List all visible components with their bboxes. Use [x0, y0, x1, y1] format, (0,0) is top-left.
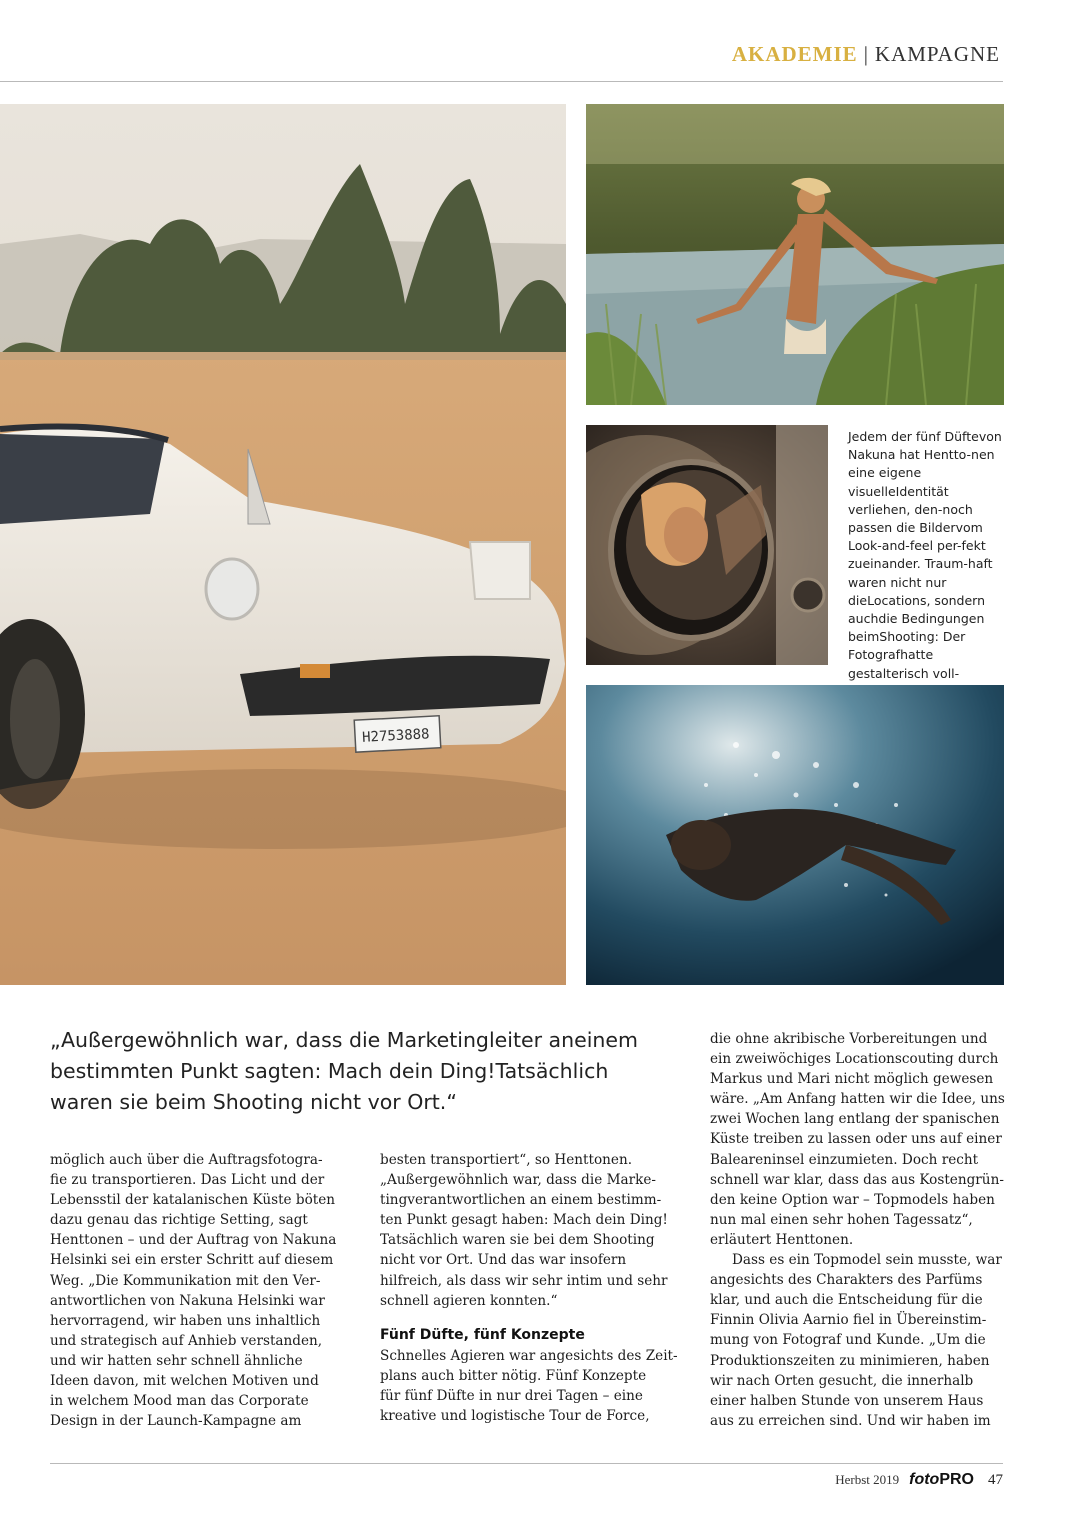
caption-line: Shooting: Der Fotograf [848, 629, 966, 663]
caption-line: fekt zueinander. Traum- [848, 538, 986, 572]
caption-line: nen eine eigene visuelle [848, 447, 995, 499]
photo-underwater-dive [586, 685, 1004, 985]
body-text-line: Henttonen – und der Auftrag von Nakuna [50, 1232, 337, 1249]
body-text-line: nun mal einen sehr hohen Tagessatz“, [710, 1211, 973, 1228]
caption-line: die Bedingungen beim [848, 611, 985, 645]
pull-quote-line: Tatsächlich waren sie beim Shooting nicht vor Ort.“ [50, 1059, 609, 1114]
body-text-line: Finnin Olivia Aarnio fiel in Übereinstim- [710, 1312, 987, 1329]
body-text-line: zwei Wochen lang entlang der spanischen [710, 1111, 1000, 1128]
body-text-line: ein zweiwöchiges Locationscouting durch [710, 1051, 999, 1068]
body-text-line: tingverantwortlichen an einem bestimm- [380, 1192, 662, 1209]
photo-car-in-desert [0, 104, 566, 985]
body-text-line: Ideen davon, mit welchen Motiven und [50, 1373, 319, 1390]
svg-text:H2753888: H2753888 [361, 726, 430, 746]
footer-rule [50, 1463, 1003, 1464]
body-text-line: Schnelles Agieren war angesichts des Zeit- [380, 1347, 678, 1364]
body-column-2-paragraph-1 [380, 1150, 690, 1311]
body-text-line: hilfreich, als dass wir sehr intim und sehr [380, 1272, 668, 1289]
page-footer [835, 1471, 1003, 1489]
body-column-3-paragraph-2 [710, 1250, 1003, 1431]
body-text-line: klar, und auch die Entscheidung für die [710, 1292, 983, 1309]
body-text-line: und wir hatten sehr schnell ähnliche [50, 1352, 303, 1369]
header-separator: | [863, 42, 869, 66]
body-text-line: möglich auch über die Auftragsfotogra- [50, 1152, 323, 1168]
subsection-label: KAMPAGNE [874, 42, 1000, 66]
body-text-line: wäre. „Am Anfang hatten wir die Idee, uns [710, 1091, 1005, 1108]
body-column-2 [380, 1150, 690, 1426]
body-text-line: erläutert Henttonen. [710, 1231, 854, 1248]
header-rule [0, 81, 1003, 82]
body-text-line: Dass es ein Topmodel sein musste, war [732, 1252, 1002, 1269]
section-subhead: Fünf Düfte, fünf Konzepte [380, 1326, 585, 1343]
caption-line: vom Look-and-feel per- [848, 520, 983, 554]
body-text-line: in welchem Mood man das Corporate [50, 1393, 309, 1410]
body-text-line: schnell agieren konnten.“ [380, 1292, 558, 1309]
caption-line: noch passen die Bilder [848, 501, 973, 536]
body-text-line: den keine Option war – Topmodels haben [710, 1191, 995, 1208]
body-text-line: aus zu erreichen sind. Und wir haben im [710, 1412, 991, 1429]
body-text-line: wir nach Orten gesucht, die innerhalb [710, 1372, 974, 1389]
body-text-line: Baleareninsel einzumieten. Doch recht [710, 1151, 979, 1168]
body-text-line: Tatsächlich waren sie bei dem Shooting [380, 1232, 655, 1249]
body-text-line: für fünf Düfte in nur drei Tagen – eine [380, 1388, 643, 1405]
body-text-line: plans auch bitter nötig. Fünf Konzepte [380, 1367, 647, 1384]
body-text-line: „Außergewöhnlich war, dass die Marke- [380, 1172, 656, 1189]
body-text-line: Design in der Launch-Kampagne am [50, 1413, 302, 1430]
body-text-line: und strategisch auf Anhieb verstanden, [50, 1332, 323, 1349]
caption-line: hatte gestalterisch voll- [848, 647, 960, 681]
logo-part-pro: PRO [939, 1471, 974, 1488]
body-text-line: Helsinki sei ein erster Schritt auf diesem [50, 1252, 334, 1269]
body-text-line: dazu genau das richtige Setting, sagt [50, 1212, 308, 1229]
body-text-line: Küste treiben zu lassen oder uns auf einer [710, 1131, 1002, 1148]
photo-caption [848, 428, 1004, 701]
page-number: 47 [988, 1472, 1003, 1488]
body-text-line: Produktionszeiten zu minimieren, haben [710, 1352, 990, 1369]
body-text-line: Lebensstil der katalanischen Küste böten [50, 1192, 336, 1209]
section-label: AKADEMIE [731, 42, 858, 66]
body-text-line: Weg. „Die Kommunikation mit den Ver- [50, 1272, 321, 1289]
caption-line: Locations, sondern auch [848, 592, 985, 627]
logo-part-foto: foto [909, 1471, 940, 1488]
body-text-line: besten transportiert“, so Henttonen. [380, 1152, 633, 1168]
body-text-line: die ohne akribische Vorbereitungen und [710, 1031, 988, 1047]
pull-quote [50, 1025, 650, 1118]
pull-quote-line: einem bestimmten Punkt sagten: Mach dein Ding! [50, 1028, 638, 1083]
caption-line: haft waren nicht nur die [848, 556, 993, 608]
body-text-line: mung von Fotograf und Kunde. „Um die [710, 1332, 986, 1349]
body-text-line: fie zu transportieren. Das Licht und der [50, 1172, 325, 1189]
body-text-line: einer halben Stunde von unserem Haus [710, 1392, 984, 1409]
body-text-line: antwortlichen von Nakuna Helsinki war [50, 1292, 325, 1309]
body-column-2-paragraph-2 [380, 1346, 690, 1426]
body-column-1 [50, 1150, 360, 1431]
caption-line: Identität verliehen, den- [848, 483, 949, 517]
body-text-line: kreative und logistische Tour de Force, [380, 1408, 650, 1425]
body-text-line: ten Punkt gesagt haben: Mach dein Ding! [380, 1212, 668, 1229]
caption-line: Jedem der fünf Düfte [848, 429, 979, 444]
running-header [732, 42, 1000, 67]
pull-quote-line: „Außergewöhnlich war, dass die Marketingleiter an [50, 1028, 575, 1052]
caption-line: von Nakuna hat Hentto- [848, 429, 1002, 463]
photo-mirror-reflection [586, 425, 828, 665]
issue-season: Herbst 2019 [835, 1472, 900, 1487]
body-text-line: hervorragend, wir haben uns inhaltlich [50, 1312, 321, 1329]
body-text-line: schnell war klar, dass das aus Kostengrün- [710, 1171, 1004, 1188]
body-column-3 [710, 1029, 1003, 1431]
magazine-logo [909, 1471, 974, 1489]
body-text-line: Markus und Mari nicht möglich gewesen [710, 1071, 994, 1088]
body-text-line: angesichts des Charakters des Parfüms [710, 1272, 983, 1289]
body-column-3-paragraph-1 [710, 1029, 1003, 1250]
photo-woman-at-lake [586, 104, 1004, 405]
body-text-line: nicht vor Ort. Und das war insofern [380, 1252, 627, 1269]
